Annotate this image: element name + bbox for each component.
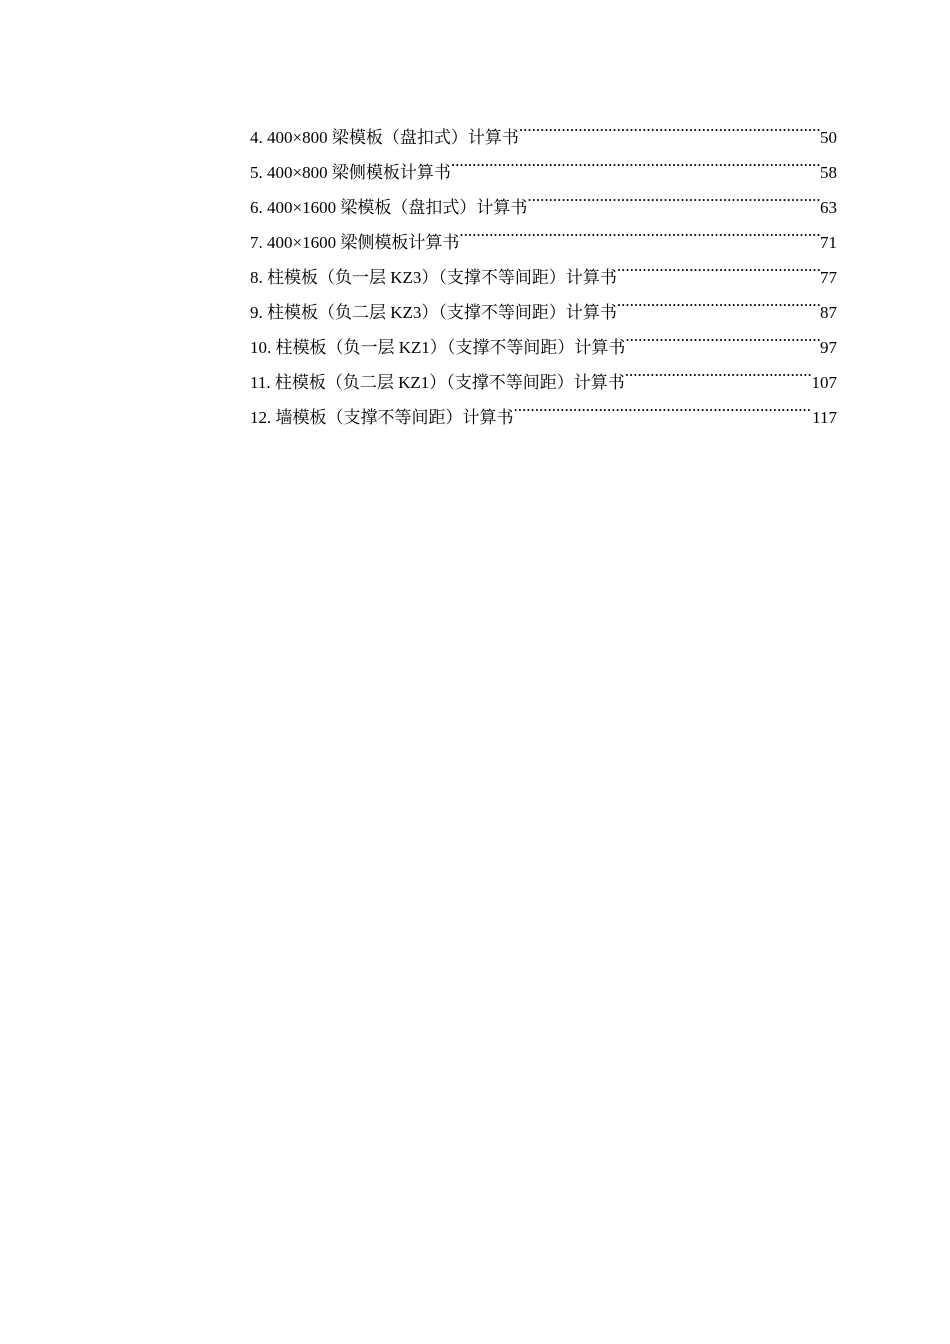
toc-entry-title: 6. 400×1600 梁模板（盘扣式）计算书 xyxy=(250,198,528,217)
toc-dot-leader xyxy=(459,213,820,248)
toc-dot-leader xyxy=(625,318,820,353)
toc-dot-leader xyxy=(625,353,812,388)
toc-entry-title: 11. 柱模板（负二层 KZ1）（支撑不等间距）计算书 xyxy=(250,373,625,392)
toc-dot-leader xyxy=(514,388,813,423)
toc-entry-page: 50 xyxy=(820,128,837,147)
toc-entry-title: 7. 400×1600 梁侧模板计算书 xyxy=(250,233,460,252)
toc-entry-page: 87 xyxy=(820,303,837,322)
toc-entry-page: 71 xyxy=(820,233,837,252)
table-of-contents xyxy=(250,108,837,427)
toc-dot-leader xyxy=(617,248,820,283)
toc-entry[interactable] xyxy=(250,108,837,147)
toc-entry-title: 10. 柱模板（负一层 KZ1）（支撑不等间距）计算书 xyxy=(250,338,626,357)
toc-entry-title: 9. 柱模板（负二层 KZ3）（支撑不等间距）计算书 xyxy=(250,303,617,322)
toc-entry-page: 97 xyxy=(820,338,837,357)
toc-entry-title: 5. 400×800 梁侧模板计算书 xyxy=(250,163,451,182)
toc-entry-title: 4. 400×800 梁模板（盘扣式）计算书 xyxy=(250,128,519,147)
toc-dot-leader xyxy=(617,283,820,318)
toc-entry-page: 63 xyxy=(820,198,837,217)
toc-entry-page: 58 xyxy=(820,163,837,182)
toc-dot-leader xyxy=(527,178,820,213)
toc-entry-page: 77 xyxy=(820,268,837,287)
toc-dot-leader xyxy=(451,143,820,178)
toc-dot-leader xyxy=(519,108,820,143)
toc-entry-title: 12. 墙模板（支撑不等间距）计算书 xyxy=(250,408,514,427)
toc-entry-page: 117 xyxy=(812,408,837,427)
toc-entry-page: 107 xyxy=(811,373,837,392)
toc-entry-title: 8. 柱模板（负一层 KZ3）（支撑不等间距）计算书 xyxy=(250,268,617,287)
